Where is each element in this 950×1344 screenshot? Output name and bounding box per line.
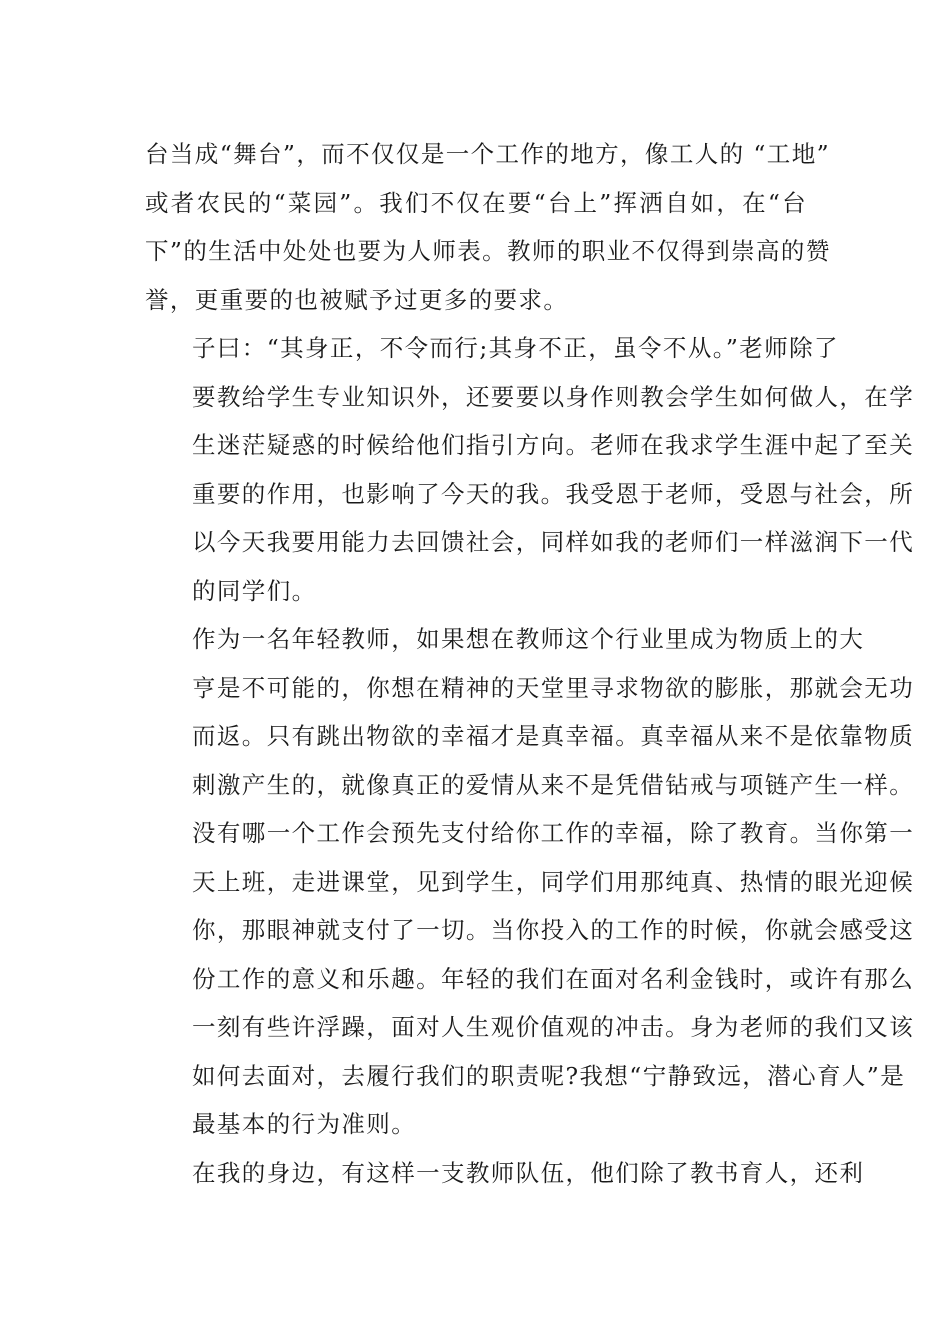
- text-line: 作为一名年轻教师，如果想在教师这个行业里成为物质上的大: [192, 625, 865, 653]
- text-line: 生迷茫疑惑的时候给他们指引方向。老师在我求学生涯中起了至关: [192, 431, 915, 459]
- text-line: 要教给学生专业知识外，还要要以身作则教会学生如何做人，在学: [192, 382, 915, 411]
- text-line: 或者农民的“菜园”。我们不仅在要“台上”挥洒自如，在“台: [145, 188, 807, 217]
- text-line: 而返。只有跳出物欲的幸福才是真幸福。真幸福从来不是依靠物质: [192, 722, 915, 750]
- text-line: 子曰：“其身正，不令而行;其身不正，虽令不从。”老师除了: [192, 334, 839, 362]
- paragraph-3: [145, 615, 915, 1149]
- text-line: 下”的生活中处处也要为人师表。教师的职业不仅得到崇高的赞: [145, 237, 831, 265]
- text-line: 刺激产生的，就像真正的爱情从来不是凭借钻戒与项链产生一样。: [192, 770, 915, 799]
- text-line: 的同学们。: [192, 576, 317, 605]
- text-line: 在我的身边，有这样一支教师队伍，他们除了教书育人，还利: [192, 1158, 865, 1187]
- text-line: 最基本的行为准则。: [192, 1110, 417, 1138]
- text-line: 没有哪一个工作会预先支付给你工作的幸福，除了教育。当你第一: [192, 819, 915, 847]
- paragraph-1: [145, 130, 831, 324]
- text-line: 台当成“舞台”，而不仅仅是一个工作的地方，像工人的 “工地”: [145, 140, 831, 168]
- text-line: 以今天我要用能力去回馈社会，同样如我的老师们一样滋润下一代: [192, 528, 915, 556]
- text-line: 你，那眼神就支付了一切。当你投入的工作的时候，你就会感受这: [192, 916, 915, 944]
- document-body: [145, 130, 915, 1197]
- text-line: 誉，更重要的也被赋予过更多的要求。: [145, 285, 569, 314]
- paragraph-2: [145, 324, 915, 615]
- text-line: 如何去面对，去履行我们的职责呢?我想“宁静致远，潜心育人”是: [192, 1061, 906, 1090]
- text-line: 重要的作用，也影响了今天的我。我受恩于老师，受恩与社会，所: [192, 479, 915, 508]
- text-line: 一刻有些许浮躁，面对人生观价值观的冲击。身为老师的我们又该: [192, 1013, 915, 1041]
- paragraph-4: [145, 1149, 865, 1198]
- text-line: 亨是不可能的，你想在精神的天堂里寻求物欲的膨胀，那就会无功: [192, 673, 915, 702]
- text-line: 份工作的意义和乐趣。年轻的我们在面对名利金钱时，或许有那么: [192, 964, 915, 993]
- text-line: 天上班，走进课堂，见到学生，同学们用那纯真、热情的眼光迎候: [192, 867, 915, 896]
